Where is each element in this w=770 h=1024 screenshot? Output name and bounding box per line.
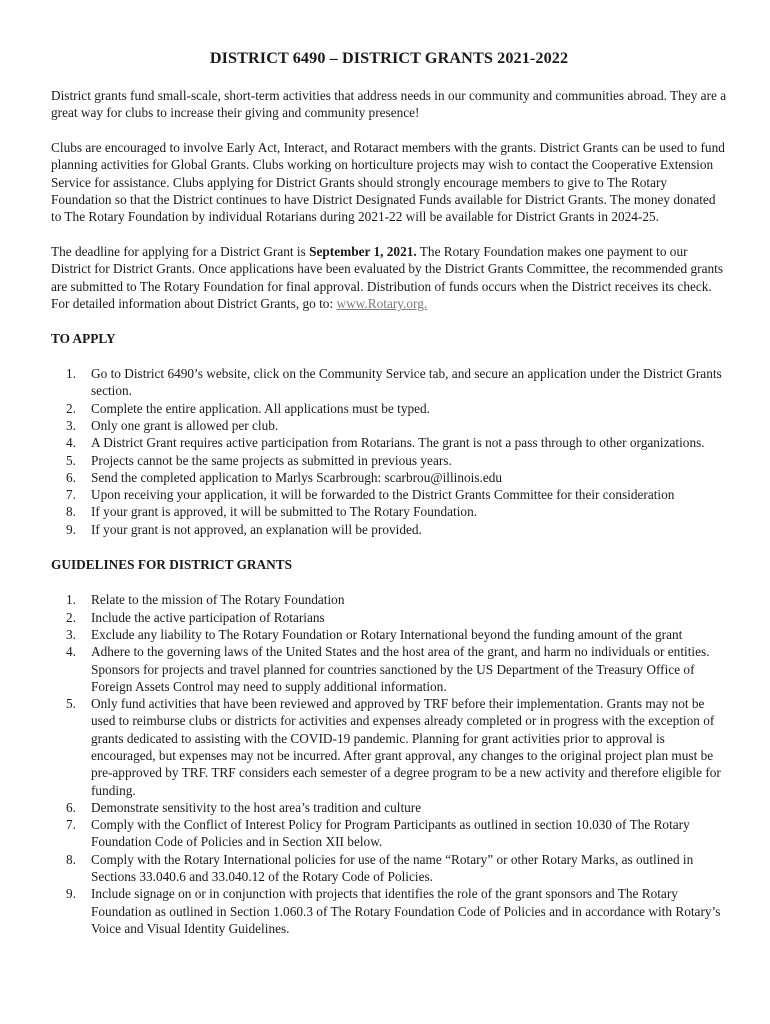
guidelines-heading: GUIDELINES FOR DISTRICT GRANTS: [51, 557, 293, 573]
list-item: 2. Complete the entire application. All applications must be typed.: [66, 400, 430, 416]
list-item: 6. Demonstrate sensitivity to the host area’s tradition and culture: [66, 799, 422, 815]
to-apply-heading: TO APPLY: [51, 330, 116, 346]
clubs-paragraph: Clubs are encouraged to involve Early Act, Interact, and Rotaract members with the grants. District Grants can be used to fund planning activities for Global Grants. Clubs working on horticulture projects may wish to contact the Cooperative Extension Service for assistance. Clubs applying for District Grants should strongly encourage members to give to The Rotary Foundation so that the District continues to have District Designated Funds available for District Grants. The money donated to The Rotary Foundation by individual Rotarians during 2021-22 will be available for District Grants in 2024-25.: [51, 140, 725, 225]
list-item: 3. Exclude any liability to The Rotary Foundation or Rotary International beyond the funding amount of the grant: [66, 626, 683, 642]
page-title: DISTRICT 6490 – DISTRICT GRANTS 2021-2022: [209, 49, 569, 67]
list-item: 6. Send the completed application to Marlys Scarbrough: scarbrou@illinois.edu: [66, 469, 503, 485]
list-item: 2. Include the active participation of Rotarians: [66, 609, 325, 625]
list-item: 9. Include signage on or in conjunction with projects that identifies the role of the grant sponsors and The Rotary Foundation as outlined in Section 1.060.3 of The Rotary Foundation Code of Policies and in accordance with Rotary’s Voice and Visual Identity Guidelines.: [66, 886, 721, 936]
to-apply-list: [51, 365, 727, 538]
guidelines-list: [51, 591, 727, 937]
list-item: 8. Comply with the Rotary International policies for use of the name “Rotary” or other Rotary Marks, as outlined in Sections 33.040.6 and 33.040.12 of the Rotary Code of Policies.: [66, 851, 694, 885]
document-page: [51, 48, 727, 955]
deadline-paragraph: [51, 243, 727, 312]
list-item: 4. A District Grant requires active participation from Rotarians. The grant is not a pass through to other organizations.: [66, 435, 705, 451]
list-item: 5. Only fund activities that have been reviewed and approved by TRF before their implementation. Grants may not be used to reimburse clubs or districts for activities and expenses already completed or in progress with the exception of grants dedicated to assisting with the COVID-19 pandemic. Planning for grant activities prior to approval is encouraged, but expenses may not be incurred. After grant approval, any changes to the original project plan must be pre-approved by TRF. TRF considers each semester of a degree program to be a new activity and therefore eligible for funding.: [66, 696, 721, 798]
list-item: 4. Adhere to the governing laws of the United States and the host area of the grant, and harm no individuals or entities. Sponsors for projects and travel planned for countries sanctioned by the US Department of the Treasury Office of Foreign Assets Control may need to supply additional information.: [66, 644, 710, 694]
intro-paragraph: District grants fund small-scale, short-term activities that address needs in our community and communities abroad. They are a great way for clubs to increase their giving and community presence!: [51, 88, 727, 121]
list-item: 5. Projects cannot be the same projects as submitted in previous years.: [66, 452, 452, 468]
list-item: 3. Only one grant is allowed per club.: [66, 417, 279, 433]
list-item: 8. If your grant is approved, it will be submitted to The Rotary Foundation.: [66, 504, 478, 520]
deadline-rest: The Rotary Foundation makes one payment to our District for District Grants. Once applications have been evaluated by the District Grants Committee, the recommended grants are submitted to The Rotary Foundation for final approval. Distribution of funds occurs when the District receives its check. For detailed information about District Grants, go to:: [51, 244, 724, 311]
deadline-date: September 1, 2021.: [309, 244, 417, 260]
list-item: 1. Go to District 6490’s website, click on the Community Service tab, and secure an application under the District Grants section.: [66, 366, 722, 399]
deadline-lead: The deadline for applying for a District Grant is: [51, 244, 310, 260]
rotary-link[interactable]: www.Rotary.org.: [336, 295, 428, 311]
list-item: 7. Upon receiving your application, it will be forwarded to the District Grants Committee for their consideration: [66, 487, 675, 503]
list-item: 1. Relate to the mission of The Rotary Foundation: [66, 592, 345, 608]
list-item: 7. Comply with the Conflict of Interest Policy for Program Participants as outlined in section 10.030 of The Rotary Foundation Code of Policies and in Section XII below.: [66, 817, 690, 850]
list-item: 9. If your grant is not approved, an explanation will be provided.: [66, 521, 422, 537]
